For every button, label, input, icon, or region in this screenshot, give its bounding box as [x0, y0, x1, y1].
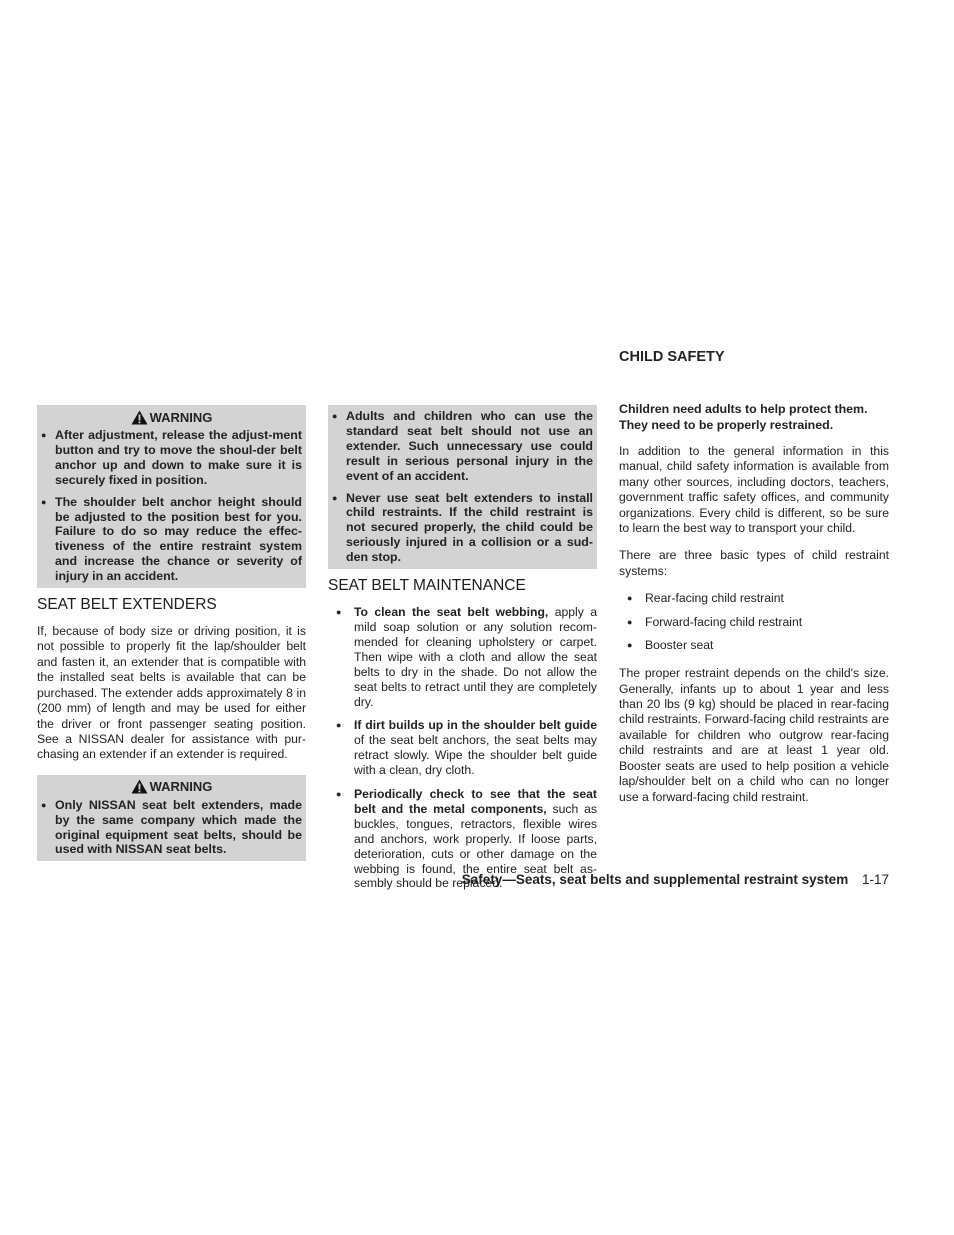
list-item: ● Booster seat — [645, 638, 889, 653]
item-text: of the seat belt anchors, the seat belts may retract slowly. Wipe the shoulder belt guide with a clean, dry cloth. — [354, 733, 597, 778]
list-item — [354, 718, 597, 778]
list-item: ● Forward-facing child restraint — [645, 615, 889, 630]
intro-bold: Children need adults to help protect them. They need to be properly restrained. — [619, 402, 868, 432]
warning-box-anchor — [37, 405, 306, 588]
column-left — [37, 405, 306, 861]
warning-list — [332, 409, 593, 565]
warning-item: ● Adults and children who can use the standard seat belt should not use an extender. Such unnecessary use could result in serious personal injury in the event of an accident. — [332, 409, 593, 484]
warning-triangle-icon — [131, 779, 148, 794]
warning-item: ● The shoulder belt anchor height should be adjusted to the position best for you. Failure to do so may reduce the effec-tiveness of the entire restraint system and increase the chance or severity of injury in an accident. — [41, 495, 302, 584]
warning-item: ● Only NISSAN seat belt extenders, made by the same company which made the original equipment seat belts, should be used with NISSAN seat belts. — [41, 798, 302, 858]
proper-restraint-paragraph: The proper restraint depends on the child's size. Generally, infants up to about 1 year and less than 20 lbs (9 kg) should be placed in rear-facing child restraints. Forward-facing child restraints are available for children who outgrow rear-facing child restraints and are at least 1 year old. Booster seats are used to help position a vehicle lap/shoulder belt on a child who can no longer use a forward-facing child restraint. — [619, 666, 889, 804]
warning-header — [41, 778, 302, 796]
item-text: apply a mild soap solution or any solution recom-mended for cleaning upholstery or carpet. Then wipe with a cloth and allow the seat belts to dry in the shade. Do not allow the seat belts to retract until they are completely dry. — [354, 605, 598, 709]
warning-item: ● After adjustment, release the adjust-ment button and try to move the shoul-der belt anchor up and down to make sure it is securely fixed in position. — [41, 428, 302, 488]
restraint-types-intro: There are three basic types of child restraint systems: — [619, 548, 889, 578]
item-text: such as buckles, tongues, retractors, flexible wires and anchors, work properly. If loose parts, deterioration, cuts or other damage on the webbing is found, the entire seat belt as-sembly should be replaced. — [354, 801, 597, 891]
section-heading-maintenance: SEAT BELT MAINTENANCE — [328, 577, 526, 595]
page-footer — [462, 872, 889, 887]
warning-title: WARNING — [149, 779, 213, 795]
child-safety-paragraph: In addition to the general information in this manual, child safety information is available from many other sources, including doctors, teachers, government traffic safety offices, and community organizations. Every child is different, so be sure to learn the best way to transport your child. — [619, 444, 889, 536]
restraint-types-list — [619, 591, 889, 653]
column-middle — [328, 405, 597, 900]
item-lead: If dirt builds up in the shoulder belt guide — [354, 718, 597, 733]
section-heading-extenders: SEAT BELT EXTENDERS — [37, 596, 217, 614]
warning-title: WARNING — [149, 409, 213, 425]
page-title: CHILD SAFETY — [619, 349, 725, 365]
column-right — [619, 349, 889, 817]
list-item — [354, 605, 597, 709]
page-number: 1-17 — [861, 872, 889, 887]
maintenance-list — [328, 605, 597, 891]
item-lead: Periodically check to see that the seat belt and the metal components, — [354, 787, 597, 816]
warning-list — [41, 798, 302, 858]
extenders-paragraph: If, because of body size or driving position, it is not possible to properly fit the lap/shoulder belt and fasten it, an extender that is compatible with the installed seat belts is available that can be purchased. The extender adds approximately 8 in (200 mm) of length and may be used for either the driver or front passenger seating position. See a NISSAN dealer for assistance with pur-chasing an extender if an extender is required. — [37, 624, 306, 762]
warning-triangle-icon — [131, 410, 148, 425]
warning-list — [41, 428, 302, 584]
list-item: ● Rear-facing child restraint — [645, 591, 889, 606]
footer-section-title: Safety—Seats, seat belts and supplemental restraint system — [461, 872, 849, 887]
item-lead: To clean the seat belt webbing, — [354, 605, 549, 620]
warning-box-continued — [328, 405, 597, 569]
warning-header — [41, 408, 302, 426]
warning-item: ● Never use seat belt extenders to install child restraints. If the child restraint is not secured properly, the child could be seriously injured in a collision or a sud-den stop. — [332, 491, 593, 566]
warning-box-extenders — [37, 775, 306, 862]
